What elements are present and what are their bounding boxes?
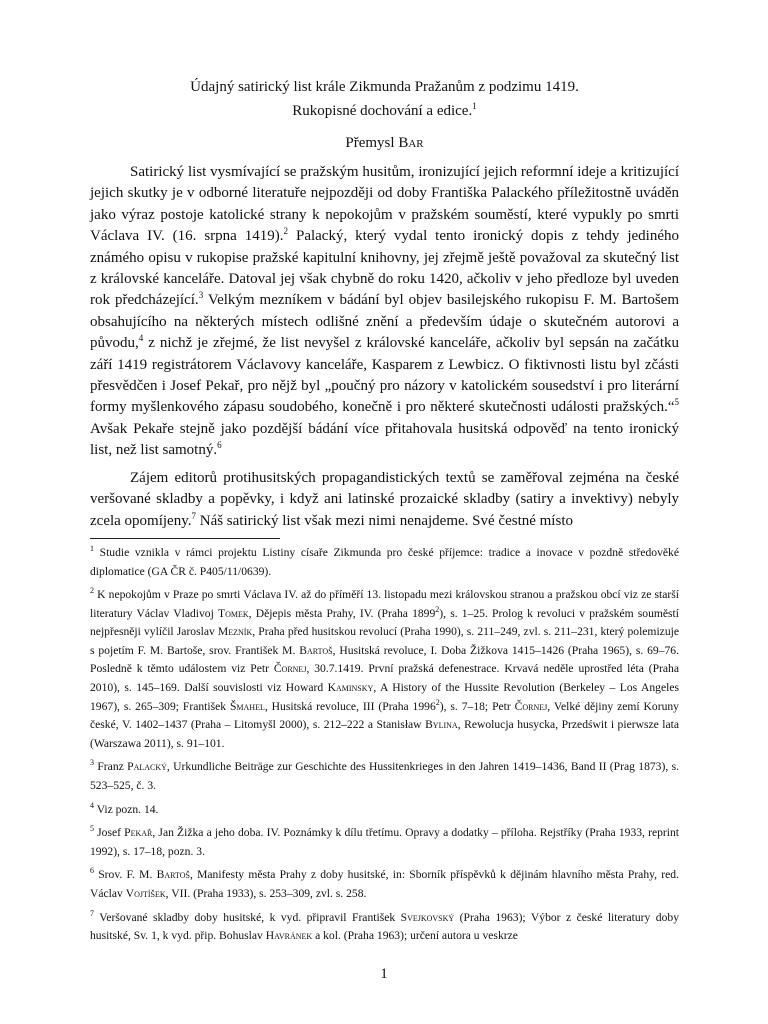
text-run: , Jan Žižka a jeho doba. IV. Poznámky k dílu třetímu. Opravy a dodatky – příloha. Rejstříky (Praha 1933, reprint 1992), s. 17–18, pozn. 3. <box>90 826 679 858</box>
author-surname: Vojtíšek <box>125 887 166 900</box>
author-surname: Bartoš <box>156 868 190 882</box>
footnote <box>90 824 679 861</box>
text-run: Veršované skladby doby husitské, k vyd. připravil František <box>94 910 401 924</box>
footnote <box>90 544 679 581</box>
footnote-ref[interactable]: 2 <box>435 604 440 614</box>
footnote-ref[interactable]: 6 <box>90 866 94 876</box>
footnote-ref[interactable]: 2 <box>435 697 440 707</box>
footnote-ref[interactable]: 5 <box>674 397 679 408</box>
text-run: z nichž je zřejmé, že list nevyšel z královské kanceláře, ačkoliv byl sepsán na začátku září 1419 registrátorem Václavovy kanceláře, Kasparem z Lewbicz. O fiktivnosti listu byl zčásti přesvědčen i Josef Pekař, pro nějž byl „poučný pro názory v katolickém sousedství i pro literární formy myšlenkového zápasu soudobého, konečně i pro některé skutečnosti události pražských.“ <box>90 335 679 416</box>
body-paragraph <box>90 468 679 532</box>
text-run: Palacký, který vydal tento ironický dopis z tehdy jediného známého opisu v rukopise pražské kapitulní knihovny, jej zřejmě ještě považoval za skutečný list z královské kanceláře. Datoval jej však chybně do roku 1420, ačkoliv v jeho předloze byl uveden rok předcházející. <box>90 228 679 309</box>
text-run: Avšak Pekaře stejně jako pozdější bádání více přitahovala husitská odpověď na tento ironický list, než list samotný. <box>90 420 679 459</box>
text-run: ), s. 7–18; Petr <box>439 699 515 713</box>
author-surname: Havránek <box>265 929 313 943</box>
article-title <box>90 78 679 121</box>
text-run: Satirický list vysmívající se pražským husitům, ironizující jejich reformní ideje a kritizující jejich skutky je v odborné literatuře nejpozději od doby Františka Palackého příležitostně uváděn jako výraz postoje katolické strany k nepokojům v pražském souměstí, které vypukly po smrti Václava IV. (16. srpna 1419). <box>90 164 679 245</box>
footnote <box>90 866 679 903</box>
text-run: , Husitská revoluce, III (Praha 1996 <box>264 699 436 713</box>
title-line-1: Údajný satirický list krále Zikmunda Pražanům z podzimu 1419. <box>190 79 579 95</box>
footnote-ref[interactable]: 3 <box>90 758 94 768</box>
author-surname: Svejkovský <box>400 910 455 924</box>
author-last-name: Bar <box>398 135 424 151</box>
footnote-ref[interactable]: 6 <box>217 440 222 451</box>
footnote-ref[interactable]: 4 <box>90 800 94 810</box>
footnote-ref[interactable]: 3 <box>198 290 204 301</box>
footnote <box>90 909 679 946</box>
author-name <box>90 135 679 152</box>
text-run: , VII. (Praha 1933), s. 253–309, zvl. s. 258. <box>165 887 367 900</box>
text-run: Náš satirický list však mezi nimi nenajdeme. Své čestné místo <box>195 512 573 529</box>
text-run: Srov. F. M. <box>94 868 157 882</box>
author-surname: Šmahel <box>229 699 265 713</box>
text-run: Zájem editorů protihusitských propagandistických textů se zaměřoval zejména na české veršované skladby a popěvky, i když ani latinské prozaické skladby (satiry a invektivy) nebyly zcela opomíjeny. <box>90 469 679 529</box>
title-line-2 <box>90 97 679 121</box>
text-run: ), s. 1–25. Prolog k revoluci v pražském souměstí nejpřesněji vylíčil Jaroslav <box>90 606 680 639</box>
footnote <box>90 758 679 795</box>
footnote-ref[interactable]: 5 <box>90 824 94 834</box>
text-run: Josef <box>94 826 125 840</box>
text-run: Viz pozn. 14. <box>94 802 159 816</box>
footnote-ref-1[interactable]: 1 <box>472 101 477 111</box>
text-run: , Urkundliche Beiträge zur Geschichte des Hussitenkrieges in den Jahren 1419–1436, Band II (Prag 1873), s. 523–525, č. 3. <box>90 760 679 793</box>
text-run: , 30.7.1419. První pražská defenestrace. Krvavá neděle uprostřed léta (Praha 2010), s. 145–169. Další souvislosti viz Howard <box>90 662 679 695</box>
author-surname: Čornej <box>273 662 307 676</box>
text-run: , Manifesty města Prahy z doby husitské, in: Sborník příspěvků k dějinám hlavního města Prahy, red. Václav <box>90 868 679 900</box>
body-paragraph <box>90 162 679 462</box>
footnote-ref[interactable]: 4 <box>138 333 144 344</box>
article-body <box>90 162 679 532</box>
footnote-separator <box>90 538 280 539</box>
text-run: , Rewolucja husycka, Przedświt i pierwsze lata (Warszawa 2011), s. 91–101. <box>90 718 680 750</box>
footnote-ref[interactable]: 7 <box>191 510 196 521</box>
author-surname: Tomek <box>217 606 249 620</box>
author-surname: Bartoš <box>299 643 333 657</box>
footnote-ref[interactable]: 7 <box>90 908 94 918</box>
footnote <box>90 586 679 753</box>
text-run: , Praha před husitskou revolucí (Praha 1990), s. 211–249, zvl. s. 211–231, který polemizuje s pojetím F. M. Bartoše, srov. František M. <box>90 625 679 657</box>
text-run: Studie vznikla v rámci projektu Listiny císaře Zikmunda pro české příjemce: tradice a inovace v pozdně středověké diplomatice (GA ČR č. P405/11/0639). <box>90 545 679 578</box>
text-run: Franz <box>94 760 128 774</box>
footnote-ref[interactable]: 1 <box>90 544 94 554</box>
footnote-ref[interactable]: 2 <box>283 226 289 237</box>
document-page <box>90 78 679 951</box>
title-line-2-text: Rukopisné dochování a edice. <box>292 103 473 119</box>
text-run: K nepokojům v Praze po smrti Václava IV. až do příměří 13. listopadu mezi královskou stranou a pražskou obcí viz ze starší literatury Václav Vladivoj <box>90 588 679 620</box>
text-run: a kol. (Praha 1963); určení autora u veskrze <box>312 929 518 943</box>
text-run: , A History of the Hussite Revolution (Berkeley – Los Angeles 1967), s. 265–309; František <box>90 681 679 713</box>
footnote-ref[interactable]: 2 <box>90 586 94 596</box>
page-number: 1 <box>380 966 388 982</box>
author-first-name: Přemysl <box>345 135 395 151</box>
text-run: , Husitská revoluce, I. Doba Žižkova 1415–1426 (Praha 1965), s. 69–76. Posledně k těmto událostem viz Petr <box>90 643 680 676</box>
footnotes-section <box>90 544 679 946</box>
text-run: Velkým mezníkem v bádání byl objev basilejského rukopisu F. M. Bartošem obsahujícího na některých místech odlišné znění a především údaje o skutečném autorovi a původu, <box>90 292 679 352</box>
author-surname: Pekař <box>124 826 153 840</box>
author-surname: Bylina <box>425 718 458 732</box>
author-surname: Čornej <box>514 699 548 713</box>
text-run: , Velké dějiny zemí Koruny české, V. 1402–1437 (Praha – Litomyšl 2000), s. 212–222 a Stanisław <box>90 699 679 732</box>
author-surname: Kaminsky <box>327 681 374 695</box>
text-run: , Dějepis města Prahy, IV. (Praha 1899 <box>248 606 436 620</box>
author-surname: Mezník <box>217 625 253 639</box>
author-surname: Palacký <box>127 760 167 774</box>
text-run: (Praha 1963); Výbor z české literatury doby husitské, Sv. 1, k vyd. přip. Bohuslav <box>90 910 679 943</box>
footnote <box>90 801 679 820</box>
